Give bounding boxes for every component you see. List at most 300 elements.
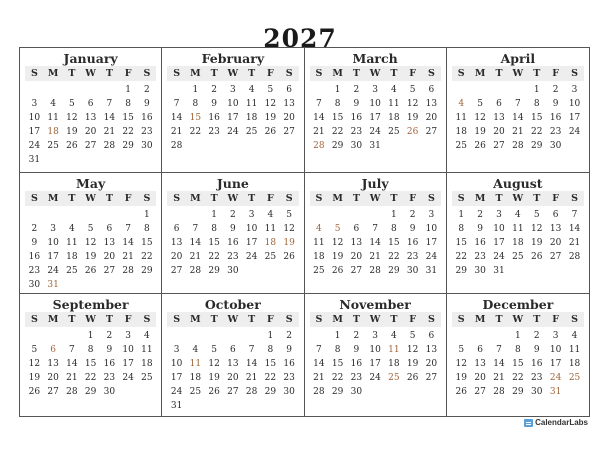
day-cell: 24 <box>28 141 41 151</box>
brand-name: CalendarLabs <box>535 418 588 427</box>
day-cell: 23 <box>531 373 543 383</box>
day-cell: 22 <box>331 373 344 383</box>
week-row <box>25 343 156 357</box>
weekday-header: W <box>512 68 524 79</box>
day-cell: 29 <box>141 266 153 276</box>
day-cell: 26 <box>406 373 419 383</box>
week-row <box>167 399 298 413</box>
weekday-header-row <box>25 66 156 81</box>
day-cell: 31 <box>170 401 183 411</box>
day-cell: 5 <box>409 85 416 95</box>
day-cell: 11 <box>388 99 400 109</box>
day-cell: 17 <box>227 113 239 123</box>
day-cell: 7 <box>571 210 578 220</box>
month-name: May <box>76 176 106 191</box>
empty-cell <box>81 208 100 222</box>
day-cell: 10 <box>47 238 59 248</box>
empty-cell <box>119 153 138 167</box>
empty-cell <box>186 329 205 343</box>
day-cell: 5 <box>409 331 416 341</box>
day-cell: 15 <box>388 238 400 248</box>
day-cell: 5 <box>458 345 465 355</box>
day-cell: 27 <box>283 127 295 137</box>
day-cell: 31 <box>369 141 381 151</box>
day-cell: 13 <box>425 99 438 109</box>
day-cell: 16 <box>141 113 153 123</box>
day-cell: 24 <box>568 127 581 137</box>
day-cell: 20 <box>283 113 295 123</box>
empty-cell <box>508 83 527 97</box>
week-row <box>167 357 298 371</box>
weekday-header: F <box>124 68 132 79</box>
day-cell: 29 <box>331 141 344 151</box>
day-cell: 23 <box>141 127 153 137</box>
weekday-header: F <box>552 193 560 204</box>
day-cell: 28 <box>103 141 116 151</box>
month-name: September <box>52 297 129 312</box>
day-cell: 3 <box>552 331 559 341</box>
empty-cell <box>527 264 546 278</box>
week-row <box>452 343 584 357</box>
empty-cell <box>366 385 385 399</box>
day-cell: 31 <box>493 266 505 276</box>
day-cell: 18 <box>455 127 467 137</box>
day-cell: 7 <box>316 345 322 355</box>
day-cell: 23 <box>350 127 363 137</box>
day-cell: 6 <box>428 85 435 95</box>
day-cell: 14 <box>245 359 258 369</box>
weekday-header: M <box>190 193 201 204</box>
weekday-header: T <box>533 314 541 325</box>
day-cell: 1 <box>192 85 199 95</box>
weekday-header: T <box>68 193 76 204</box>
empty-cell <box>25 329 44 343</box>
day-cell: 19 <box>531 238 543 248</box>
day-cell: 5 <box>87 224 94 234</box>
month-march <box>305 48 447 173</box>
empty-cell <box>138 278 157 292</box>
day-cell: 8 <box>391 224 397 234</box>
day-cell: 29 <box>208 266 220 276</box>
day-cell: 6 <box>106 224 113 234</box>
day-cell: 1 <box>391 210 397 220</box>
weekday-header: T <box>352 68 360 79</box>
weekday-header: T <box>533 68 541 79</box>
day-cell: 18 <box>189 373 202 383</box>
day-cell: 22 <box>264 373 277 383</box>
week-row <box>310 139 441 153</box>
week-row <box>167 329 298 343</box>
weekday-header-row <box>452 191 584 206</box>
week-row <box>25 125 156 139</box>
day-cell: 12 <box>406 345 419 355</box>
day-cell: 23 <box>474 252 486 262</box>
day-cell: 1 <box>458 210 465 220</box>
day-cell: 27 <box>350 266 363 276</box>
empty-cell <box>100 83 119 97</box>
day-cell: 29 <box>331 387 344 397</box>
day-cell: 21 <box>369 252 381 262</box>
day-cell: 17 <box>122 359 134 369</box>
day-cell: 29 <box>455 266 467 276</box>
day-cell: 2 <box>533 331 540 341</box>
month-january <box>20 48 162 173</box>
week-row <box>167 111 298 125</box>
week-row <box>167 125 298 139</box>
empty-cell <box>100 153 119 167</box>
day-cell: 30 <box>103 387 116 397</box>
week-row <box>25 222 156 236</box>
day-cell: 6 <box>173 224 180 234</box>
week-row <box>167 371 298 385</box>
weekday-header: T <box>352 314 360 325</box>
day-cell: 9 <box>144 99 150 109</box>
year-title: 2027 <box>263 24 337 53</box>
day-cell: 23 <box>28 266 41 276</box>
day-cell: 21 <box>512 127 524 137</box>
day-cell: 8 <box>533 99 540 109</box>
empty-cell <box>280 264 299 278</box>
empty-cell <box>261 139 280 153</box>
day-cell: 8 <box>515 345 521 355</box>
weekday-header: M <box>47 314 59 325</box>
empty-cell <box>452 83 471 97</box>
day-cell: 28 <box>568 252 581 262</box>
weekday-header: W <box>85 193 96 204</box>
weekday-header: M <box>332 68 343 79</box>
day-cell: 7 <box>515 99 521 109</box>
day-cell: 20 <box>350 252 363 262</box>
week-row <box>452 357 584 371</box>
week-row <box>452 111 584 125</box>
empty-cell <box>471 329 490 343</box>
week-row <box>25 83 156 97</box>
week-row <box>452 264 584 278</box>
weekday-header: S <box>427 193 435 204</box>
day-cell: 2 <box>31 224 38 234</box>
month-name: June <box>216 176 249 191</box>
day-cell: 29 <box>512 387 524 397</box>
day-cell: 25 <box>313 266 325 276</box>
weekday-header: F <box>409 193 416 204</box>
week-row <box>452 222 584 236</box>
holiday-day-cell: 25 <box>568 373 581 383</box>
holiday-day-cell: 4 <box>316 224 322 234</box>
empty-cell <box>385 385 404 399</box>
empty-cell <box>310 208 329 222</box>
day-cell: 26 <box>531 252 543 262</box>
day-cell: 3 <box>173 345 180 355</box>
month-name: July <box>361 176 389 191</box>
calendar-icon <box>524 419 533 427</box>
day-cell: 6 <box>353 224 360 234</box>
week-row <box>310 83 441 97</box>
day-cell: 5 <box>69 99 75 109</box>
day-cell: 6 <box>428 331 435 341</box>
day-cell: 26 <box>84 266 97 276</box>
weekday-header-row <box>310 191 441 206</box>
day-cell: 28 <box>493 387 505 397</box>
day-cell: 23 <box>406 252 419 262</box>
day-cell: 10 <box>122 345 134 355</box>
empty-cell <box>100 278 119 292</box>
day-cell: 9 <box>106 345 113 355</box>
day-cell: 2 <box>230 210 236 220</box>
weekday-header: F <box>267 68 274 79</box>
weekday-header: M <box>47 68 59 79</box>
day-cell: 22 <box>208 252 220 262</box>
day-cell: 25 <box>245 127 258 137</box>
empty-cell <box>44 153 63 167</box>
week-row <box>167 222 298 236</box>
weekday-header: W <box>369 68 381 79</box>
week-row <box>310 111 441 125</box>
weekday-header-row <box>167 312 298 327</box>
day-cell: 7 <box>316 99 322 109</box>
empty-cell <box>224 139 243 153</box>
day-cell: 21 <box>568 238 581 248</box>
day-cell: 14 <box>170 113 183 123</box>
day-cell: 5 <box>477 99 483 109</box>
day-cell: 21 <box>245 373 258 383</box>
day-cell: 24 <box>170 387 183 397</box>
weekday-header: T <box>352 193 360 204</box>
day-cell: 27 <box>84 141 97 151</box>
empty-cell <box>138 385 157 399</box>
day-cell: 4 <box>515 210 521 220</box>
day-cell: 12 <box>84 238 97 248</box>
day-cell: 15 <box>208 238 220 248</box>
weekday-header: T <box>105 68 113 79</box>
month-july <box>305 173 447 294</box>
day-cell: 3 <box>372 331 378 341</box>
day-cell: 5 <box>211 345 217 355</box>
day-cell: 24 <box>122 373 134 383</box>
day-cell: 13 <box>103 238 116 248</box>
month-april <box>447 48 589 173</box>
day-cell: 8 <box>87 345 94 355</box>
day-cell: 16 <box>350 359 363 369</box>
empty-cell <box>25 83 44 97</box>
weekday-header: T <box>105 193 113 204</box>
weekday-header: S <box>427 314 435 325</box>
day-cell: 24 <box>369 373 381 383</box>
empty-cell <box>44 83 63 97</box>
day-cell: 4 <box>267 210 274 220</box>
day-cell: 27 <box>425 127 438 137</box>
month-february <box>162 48 304 173</box>
day-cell: 27 <box>493 141 505 151</box>
day-cell: 15 <box>264 359 277 369</box>
empty-cell <box>490 329 509 343</box>
empty-cell <box>403 385 422 399</box>
day-cell: 14 <box>103 113 116 123</box>
day-cell: 18 <box>568 359 581 369</box>
weekday-header: F <box>267 193 274 204</box>
week-row <box>310 357 441 371</box>
empty-cell <box>167 329 186 343</box>
day-cell: 16 <box>549 113 562 123</box>
day-cell: 6 <box>87 99 94 109</box>
day-cell: 20 <box>493 127 505 137</box>
day-cell: 15 <box>84 359 97 369</box>
weekday-header: S <box>30 193 38 204</box>
day-cell: 11 <box>264 224 277 234</box>
day-cell: 6 <box>477 345 483 355</box>
day-cell: 3 <box>571 85 578 95</box>
empty-cell <box>310 329 329 343</box>
day-cell: 28 <box>512 141 524 151</box>
day-cell: 2 <box>106 331 113 341</box>
day-cell: 2 <box>353 85 360 95</box>
weekday-header: T <box>495 193 503 204</box>
day-cell: 3 <box>50 224 56 234</box>
day-cell: 16 <box>28 252 41 262</box>
day-cell: 25 <box>189 387 202 397</box>
day-cell: 5 <box>286 210 292 220</box>
day-cell: 14 <box>369 238 381 248</box>
month-name: March <box>352 51 398 66</box>
week-row <box>167 97 298 111</box>
day-cell: 30 <box>350 387 363 397</box>
day-cell: 23 <box>103 373 116 383</box>
day-cell: 30 <box>549 141 562 151</box>
day-cell: 3 <box>248 210 255 220</box>
weekday-header-row <box>25 312 156 327</box>
week-row <box>25 208 156 222</box>
day-cell: 10 <box>28 113 41 123</box>
day-cell: 25 <box>66 266 78 276</box>
day-cell: 10 <box>549 345 562 355</box>
weekday-header: S <box>173 193 181 204</box>
day-cell: 13 <box>350 238 363 248</box>
day-cell: 15 <box>531 113 543 123</box>
week-row <box>167 264 298 278</box>
day-cell: 11 <box>47 113 59 123</box>
day-cell: 15 <box>512 359 524 369</box>
day-cell: 1 <box>515 331 521 341</box>
week-row <box>310 97 441 111</box>
day-cell: 11 <box>455 113 467 123</box>
empty-cell <box>328 208 347 222</box>
weekday-header: M <box>332 193 343 204</box>
day-cell: 18 <box>141 359 153 369</box>
day-cell: 6 <box>230 345 236 355</box>
weekday-header: S <box>315 68 323 79</box>
day-cell: 13 <box>283 99 295 109</box>
empty-cell <box>565 139 584 153</box>
empty-cell <box>347 208 366 222</box>
day-cell: 8 <box>458 224 465 234</box>
day-cell: 21 <box>66 373 78 383</box>
weekday-header: M <box>474 193 486 204</box>
weekday-header-row <box>452 312 584 327</box>
day-cell: 22 <box>331 127 344 137</box>
day-cell: 11 <box>512 224 524 234</box>
day-cell: 20 <box>474 373 486 383</box>
day-cell: 7 <box>69 345 75 355</box>
day-cell: 18 <box>512 238 524 248</box>
day-cell: 16 <box>283 359 295 369</box>
weekday-header: T <box>105 314 113 325</box>
day-cell: 1 <box>334 331 341 341</box>
day-cell: 29 <box>122 141 134 151</box>
day-cell: 13 <box>47 359 59 369</box>
day-cell: 8 <box>267 345 274 355</box>
weekday-header: S <box>285 68 293 79</box>
weekday-header-row <box>310 312 441 327</box>
weekday-header: S <box>143 314 151 325</box>
day-cell: 14 <box>512 113 524 123</box>
day-cell: 18 <box>388 113 400 123</box>
day-cell: 9 <box>533 345 540 355</box>
weekday-header: S <box>173 314 181 325</box>
day-cell: 19 <box>208 373 220 383</box>
weekday-header: F <box>124 193 132 204</box>
day-cell: 3 <box>31 99 38 109</box>
weekday-header: W <box>369 193 381 204</box>
weekday-header: W <box>227 68 239 79</box>
day-cell: 1 <box>125 85 131 95</box>
month-name: February <box>201 51 265 66</box>
day-cell: 21 <box>493 373 505 383</box>
day-cell: 24 <box>245 252 258 262</box>
day-cell: 9 <box>477 224 483 234</box>
week-row <box>452 125 584 139</box>
day-cell: 26 <box>264 127 277 137</box>
week-row <box>25 385 156 399</box>
day-cell: 12 <box>406 99 419 109</box>
day-cell: 27 <box>47 387 59 397</box>
day-cell: 15 <box>455 238 467 248</box>
day-cell: 15 <box>331 113 344 123</box>
week-row <box>25 371 156 385</box>
day-cell: 20 <box>425 359 438 369</box>
day-cell: 7 <box>372 224 378 234</box>
day-cell: 19 <box>264 113 277 123</box>
day-cell: 17 <box>47 252 59 262</box>
month-june <box>162 173 304 294</box>
empty-cell <box>471 83 490 97</box>
day-cell: 4 <box>391 85 397 95</box>
day-cell: 21 <box>103 127 116 137</box>
day-cell: 25 <box>47 141 59 151</box>
day-cell: 28 <box>369 266 381 276</box>
weekday-header: T <box>248 314 256 325</box>
day-cell: 20 <box>425 113 438 123</box>
day-cell: 23 <box>208 127 220 137</box>
empty-cell <box>186 208 205 222</box>
weekday-header: S <box>457 193 465 204</box>
day-cell: 27 <box>425 373 438 383</box>
weekday-header: T <box>390 193 398 204</box>
empty-cell <box>186 139 205 153</box>
day-cell: 9 <box>353 345 360 355</box>
empty-cell <box>81 153 100 167</box>
day-cell: 3 <box>230 85 236 95</box>
week-row <box>25 278 156 292</box>
day-cell: 19 <box>84 252 97 262</box>
month-name: December <box>482 297 554 312</box>
day-cell: 26 <box>283 252 295 262</box>
month-name: August <box>493 176 543 191</box>
empty-cell <box>280 139 299 153</box>
day-cell: 12 <box>531 224 543 234</box>
day-cell: 20 <box>103 252 116 262</box>
day-cell: 12 <box>66 113 78 123</box>
day-cell: 12 <box>331 238 344 248</box>
day-cell: 14 <box>568 224 581 234</box>
